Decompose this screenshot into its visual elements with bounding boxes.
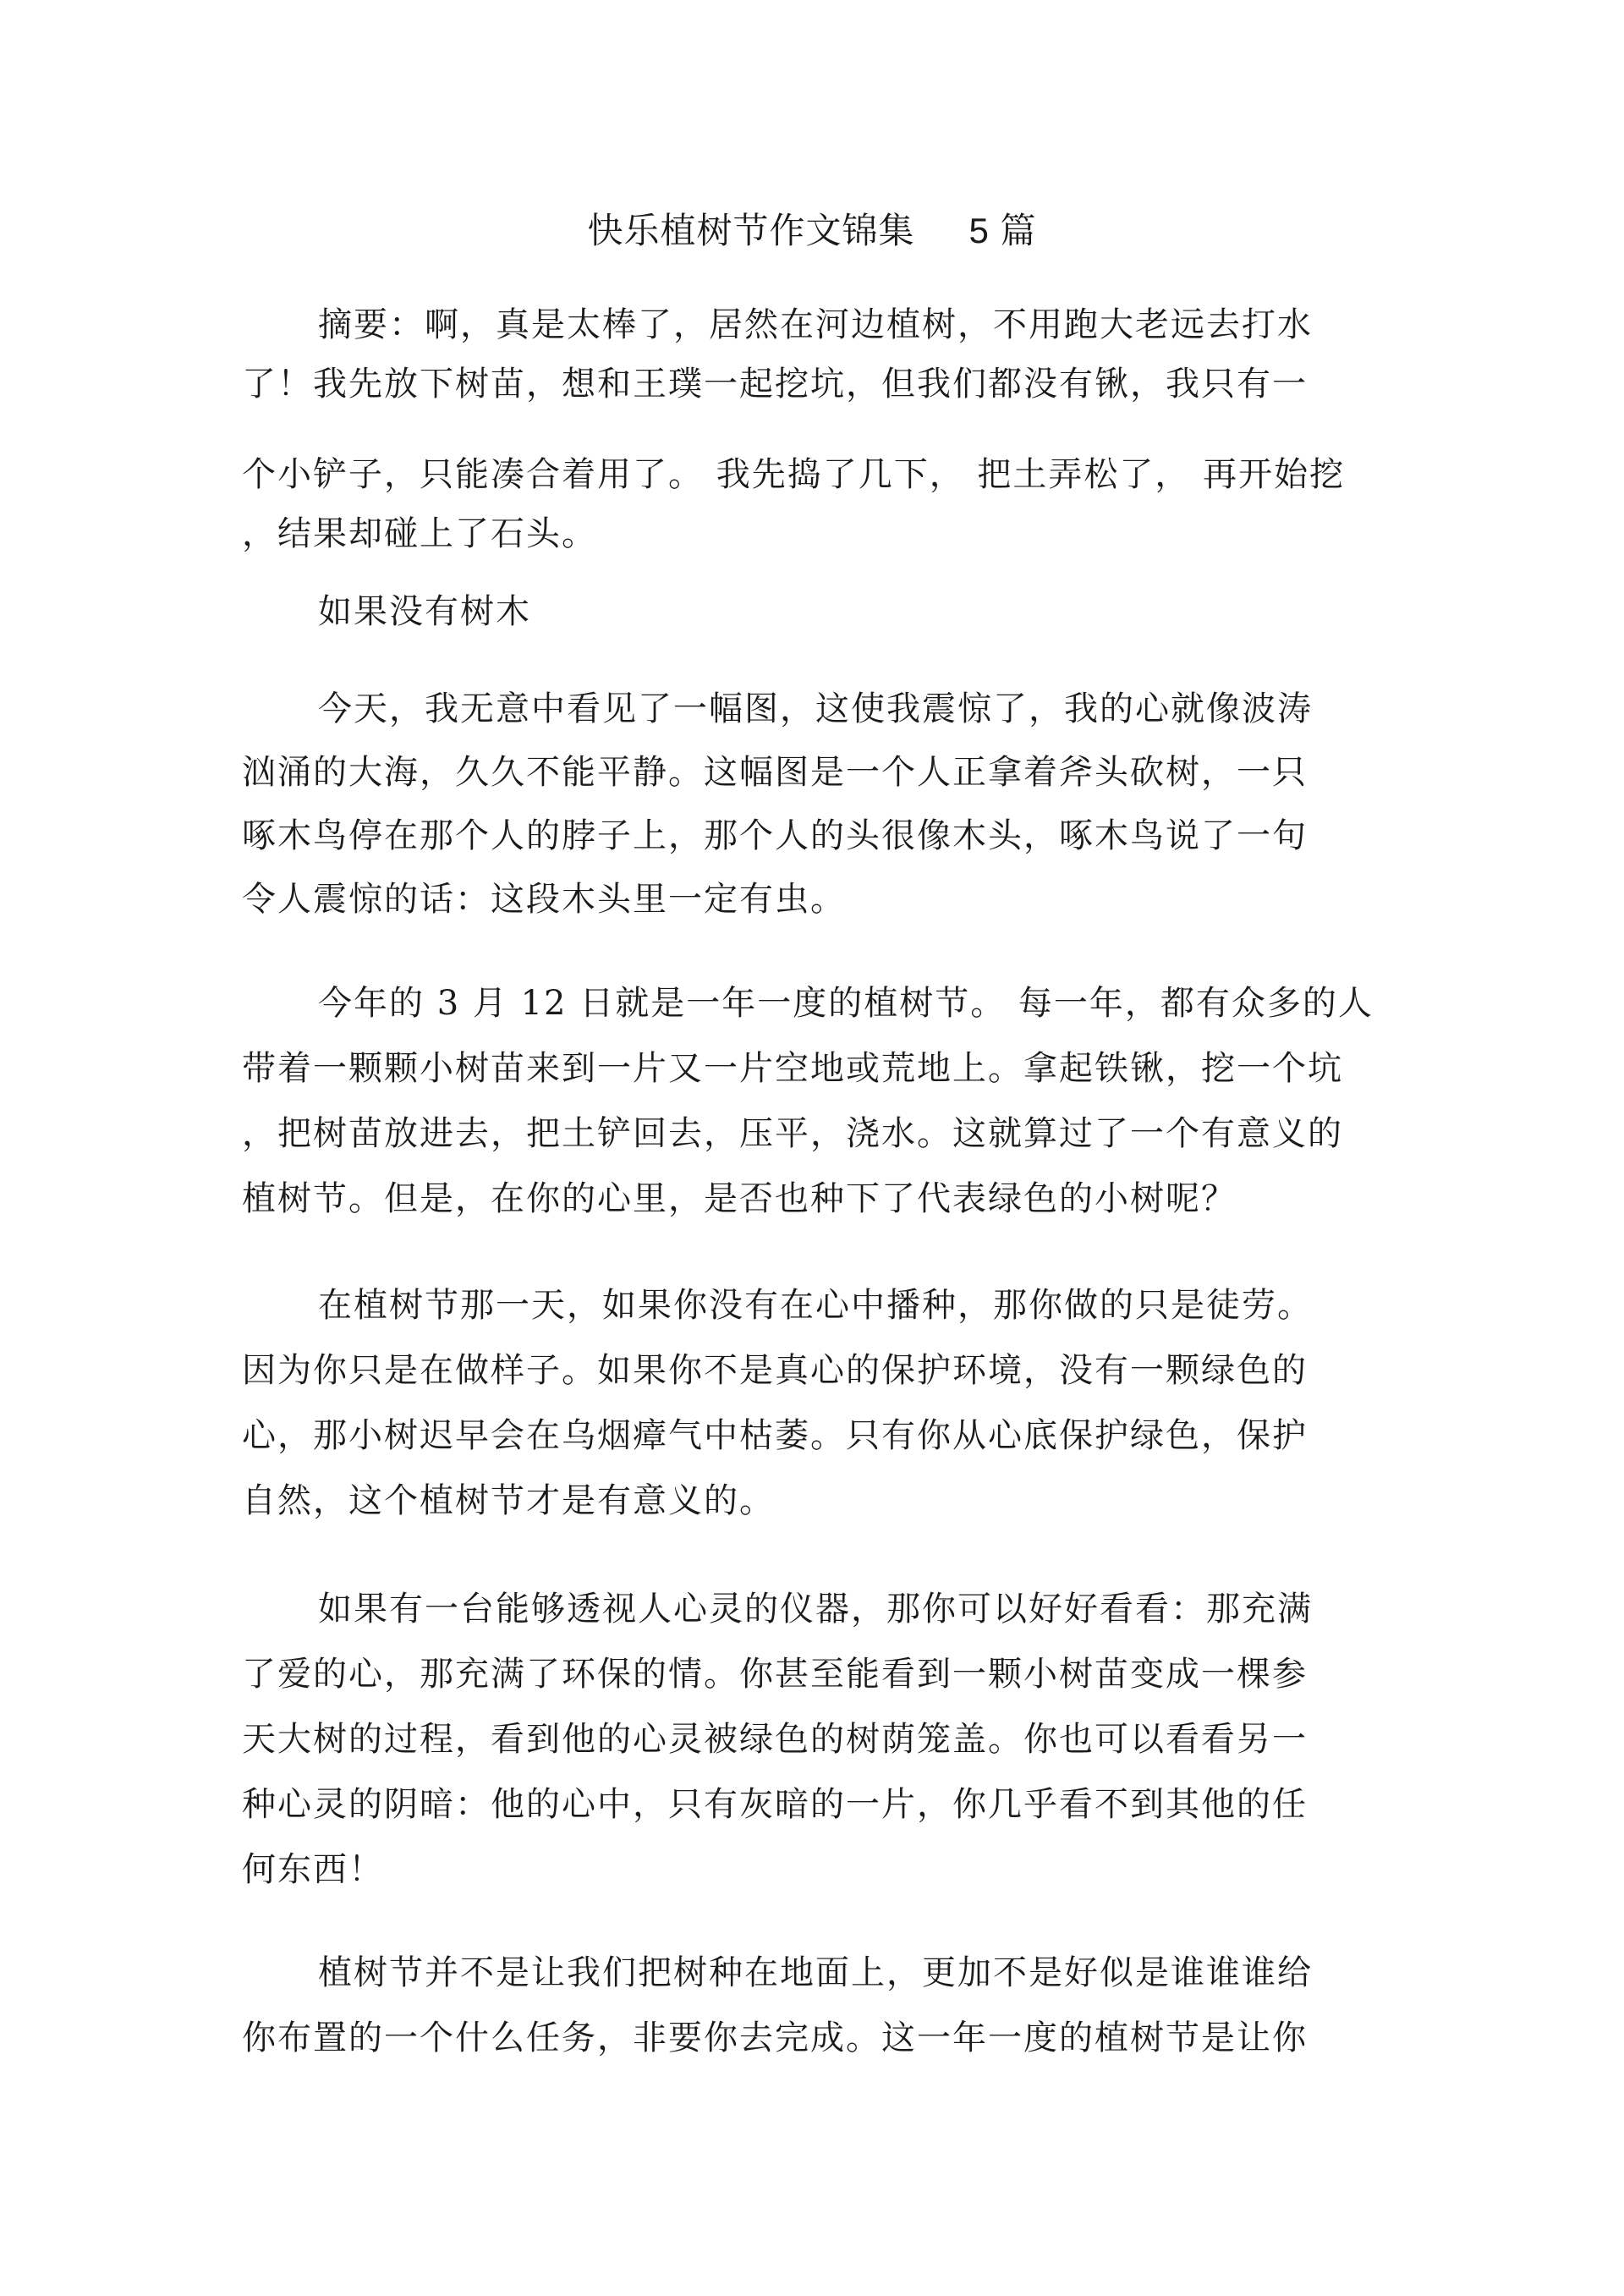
paragraph-line: ，结果却碰上了石头。: [242, 514, 597, 553]
paragraph-line: 今天，我无意中看见了一幅图，这使我震惊了，我的心就像波涛: [318, 689, 1313, 728]
paragraph-line: 因为你只是在做样子。如果你不是真心的保护环境，没有一颗绿色的: [242, 1351, 1308, 1390]
paragraph-line: 摘要：啊，真是太棒了，居然在河边植树，不用跑大老远去打水: [318, 305, 1313, 344]
paragraph-line: 汹涌的大海，久久不能平静。这幅图是一个人正拿着斧头砍树，一只: [242, 753, 1308, 792]
paragraph-line: 你布置的一个什么任务，非要你去完成。这一年一度的植树节是让你: [242, 2019, 1308, 2057]
document-title: [0, 203, 1624, 254]
paragraph-line: 了爱的心，那充满了环保的情。你甚至能看到一颗小树苗变成一棵参: [242, 1655, 1308, 1694]
paragraph-line-text: 今年的 3 月 12 日就是一年一度的植树节。 每一年，都有众多的人: [318, 984, 1374, 1023]
paragraph-line: 植树节。但是，在你的心里，是否也种下了代表绿色的小树呢？: [242, 1179, 1237, 1218]
paragraph-line: ，把树苗放进去，把土铲回去，压平，浇水。这就算过了一个有意义的: [242, 1114, 1343, 1153]
paragraph-line: 自然，这个植树节才是有意义的。: [242, 1481, 775, 1520]
paragraph-line: 带着一颗颗小树苗来到一片又一片空地或荒地上。拿起铁锹，挖一个坑: [242, 1049, 1343, 1088]
paragraph-line: 在植树节那一天，如果你没有在心中播种，那你做的只是徒劳。: [318, 1286, 1313, 1325]
paragraph-line: 种心灵的阴暗：他的心中，只有灰暗的一片，你几乎看不到其他的任: [242, 1785, 1308, 1824]
section-heading: 如果没有树木: [318, 592, 531, 631]
paragraph-line: 如果有一台能够透视人心灵的仪器，那你可以好好看看：那充满: [318, 1590, 1313, 1629]
paragraph-line: 了！我先放下树苗，想和王璞一起挖坑，但我们都没有锹，我只有一: [242, 365, 1308, 404]
paragraph-line: 何东西！: [242, 1850, 384, 1889]
paragraph-line: 啄木鸟停在那个人的脖子上，那个人的头很像木头，啄木鸟说了一句: [242, 816, 1308, 855]
paragraph-line: 植树节并不是让我们把树种在地面上，更加不是好似是谁谁谁给: [318, 1953, 1313, 1992]
paragraph-line: 个小铲子，只能凑合着用了。 我先捣了几下， 把土弄松了， 再开始挖: [242, 455, 1346, 494]
paragraph-line: 心，那小树迟早会在乌烟瘴气中枯萎。只有你从心底保护绿色，保护: [242, 1416, 1308, 1455]
title-number: 5 篇: [968, 211, 1037, 250]
paragraph-line: [318, 981, 1502, 1025]
title-text: 快乐植树节作文锦集: [587, 210, 915, 251]
paragraph-line: 令人震惊的话：这段木头里一定有虫。: [242, 880, 846, 919]
paragraph-line: 天大树的过程，看到他的心灵被绿色的树荫笼盖。你也可以看看另一: [242, 1720, 1308, 1759]
